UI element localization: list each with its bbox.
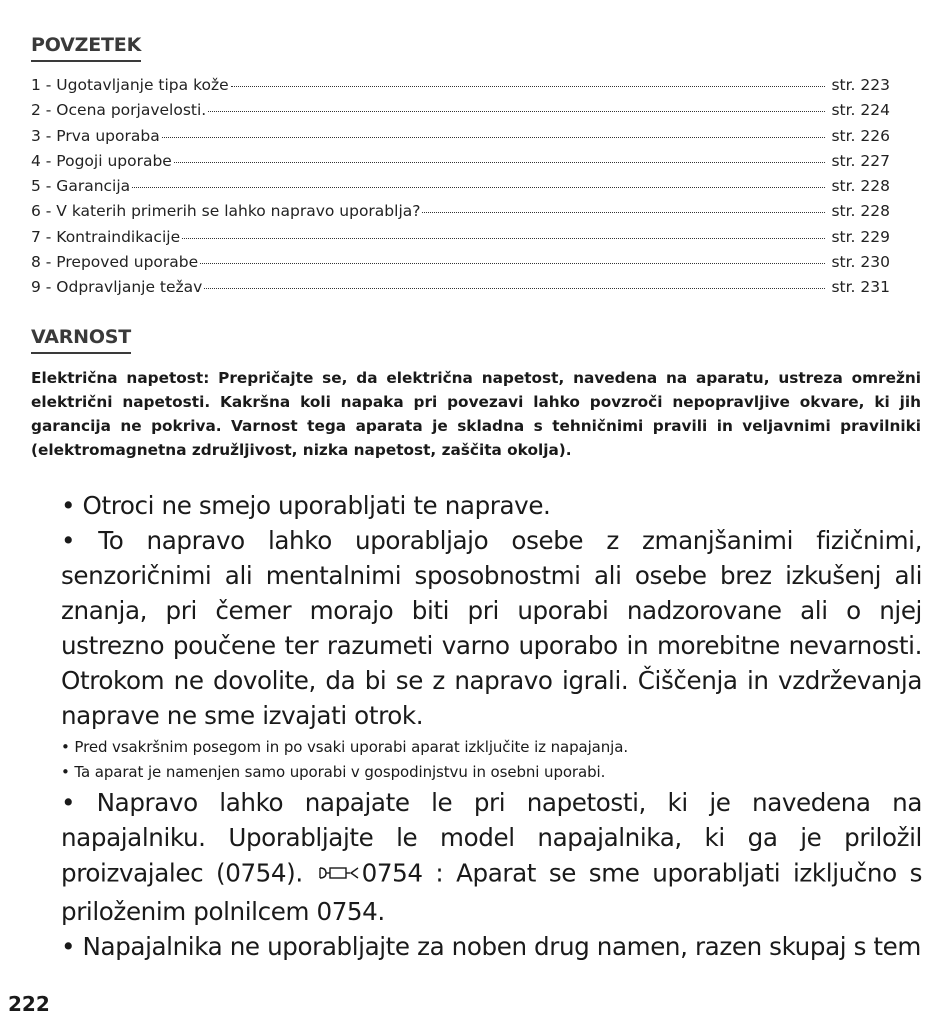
rule-voltage-text-a: • Napravo lahko napajate le pri napetosti, ki je navedena na napajalniku. Uporabljajte le model napajalnika, ki ga je priložil proizvajalec (0754). — [61, 788, 922, 888]
toc-entry-title: 8 - Prepoved uporabe — [31, 253, 199, 272]
toc-entry-title: 5 - Garancija — [31, 177, 131, 196]
page-number: 222 — [8, 992, 50, 1016]
toc-entry-title: 7 - Kontraindikacije — [31, 227, 181, 246]
toc-entry-page: str. 224 — [831, 101, 890, 120]
toc-entry — [31, 276, 890, 301]
power-adapter-icon — [318, 855, 360, 890]
rule-unplug: • Pred vsakršnim posegom in po vsaki uporabi aparat izključite iz napajanja. — [61, 738, 629, 756]
toc-entry-page: str. 229 — [831, 227, 890, 246]
rule-children: • Otroci ne smejo uporabljati te naprave. — [61, 491, 551, 520]
toc-entry-page: str. 227 — [831, 151, 890, 170]
toc-entry-page: str. 228 — [831, 177, 890, 196]
toc-entry-title: 2 - Ocena porjavelosti. — [31, 101, 207, 120]
toc-leader-dots — [162, 137, 826, 138]
toc-entry — [31, 251, 890, 276]
toc-entry-page: str. 223 — [831, 76, 890, 94]
rule-household-use: • Ta aparat je namenjen samo uporabi v gospodinjstvu in osebni uporabi. — [61, 763, 606, 781]
rule-voltage-text-b: 0754 : Aparat se sme uporabljati izključno s priloženim polnilcem 0754. — [61, 858, 922, 926]
toc-entry-title: 3 - Prva uporaba — [31, 126, 160, 145]
safety-rules — [61, 488, 922, 964]
toc-entry — [31, 74, 890, 99]
toc-entry — [31, 175, 890, 200]
rule-voltage — [61, 785, 922, 929]
toc-leader-dots — [204, 288, 825, 289]
toc-leader-dots — [182, 238, 825, 239]
toc-entry-page: str. 228 — [831, 202, 890, 221]
toc-leader-dots — [208, 111, 825, 112]
toc-leader-dots — [132, 187, 825, 188]
rule-reduced-capabilities: • To napravo lahko uporabljajo osebe z zmanjšanimi fizičnimi, senzoričnimi ali mentalnimi sposobnostmi ali osebe brez izkušenj ali znanja, pri čemer morajo biti pri uporabi nadzorovane ali o njej ustrezno poučene ter razumeti varno uporabo in morebitne nevarnosti. Otrokom ne dovolite, da bi se z napravo igrali. Čiščenja in vzdrževanja naprave ne sme izvajati otrok. — [61, 526, 922, 730]
toc-entry-page: str. 226 — [831, 126, 890, 145]
toc-entry-page: str. 230 — [831, 253, 890, 272]
toc-leader-dots — [422, 212, 825, 213]
toc-entry-title: 1 - Ugotavljanje tipa kože — [31, 76, 229, 94]
table-of-contents — [31, 74, 890, 302]
toc-entry — [31, 200, 890, 225]
summary-heading: POVZETEK — [31, 33, 141, 62]
safety-heading: VARNOST — [31, 325, 131, 354]
toc-leader-dots — [231, 86, 826, 87]
toc-leader-dots — [200, 263, 825, 264]
toc-entry-page: str. 231 — [831, 278, 890, 297]
toc-entry-title: 4 - Pogoji uporabe — [31, 151, 172, 170]
toc-entry-title: 6 - V katerih primerih se lahko napravo uporablja? — [31, 202, 421, 221]
toc-entry-title: 9 - Odpravljanje težav — [31, 278, 203, 297]
rule-adapter: • Napajalnika ne uporabljajte za noben drug namen, razen skupaj s tem — [61, 932, 921, 961]
safety-intro-paragraph: Električna napetost: Prepričajte se, da električna napetost, navedena na aparatu, ustreza omrežni električni napetosti. Kakršna koli napaka pri povezavi lahko povzroči nepopravljive okvare, ki jih garancija ne pokriva. Varnost tega aparata je skladna s tehničnimi pravili in veljavnimi pravilniki (elektromagnetna združljivost, nizka napetost, zaščita okolja). — [31, 369, 921, 459]
toc-entry — [31, 150, 890, 175]
toc-entry — [31, 125, 890, 150]
toc-entry — [31, 99, 890, 124]
toc-leader-dots — [174, 162, 826, 163]
toc-entry — [31, 226, 890, 251]
